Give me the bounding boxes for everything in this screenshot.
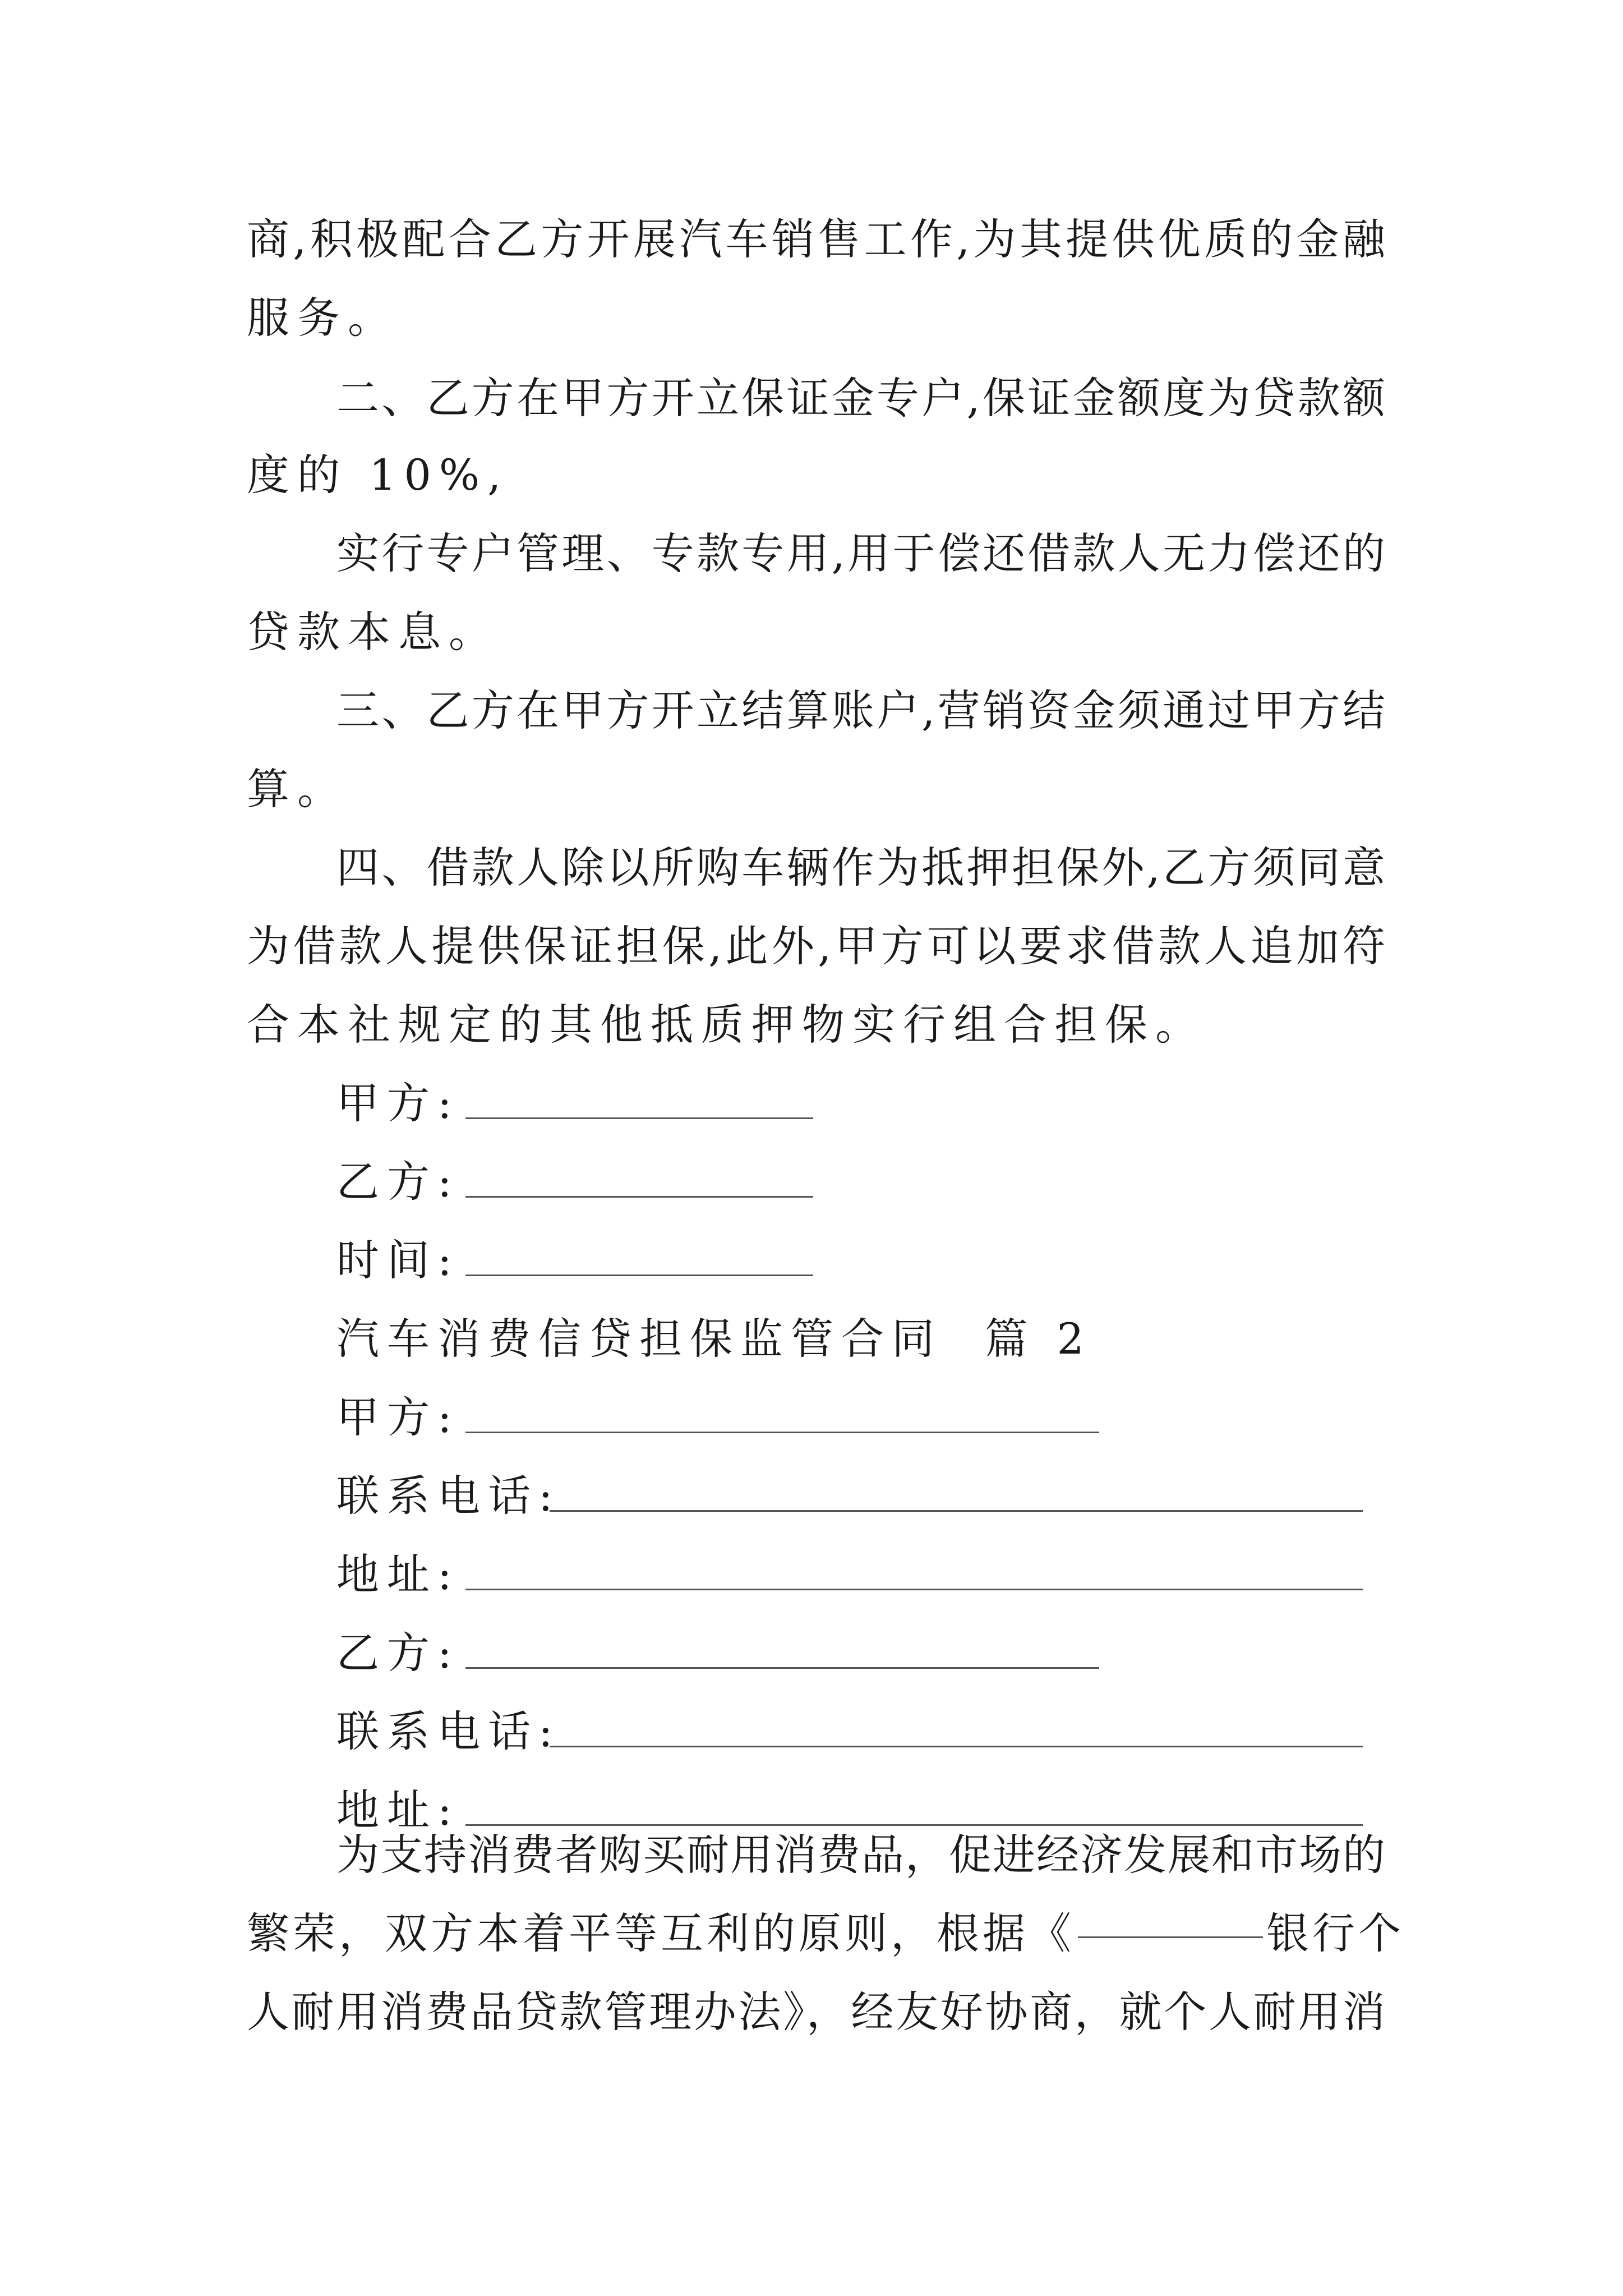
para2-line1: 二、乙方在甲方开立保证金专户,保证金额度为贷款额 [336, 373, 1385, 423]
sign1-party-a-blank[interactable] [465, 1117, 813, 1119]
para6-line2-post: 银行个 [1266, 1908, 1404, 1958]
bank-name-blank[interactable] [1078, 1936, 1263, 1938]
form2-address-a-label: 地址: [336, 1549, 460, 1599]
para1-line2: 服务。 [247, 293, 398, 343]
para4-line1: 三、乙方在甲方开立结算账户,营销资金须通过甲方结 [336, 685, 1385, 735]
form2-party-a-label: 甲方: [336, 1392, 460, 1442]
form2-address-b-label: 地址: [336, 1785, 460, 1835]
para4-line2: 算。 [247, 764, 348, 814]
form2-address-b-blank[interactable] [465, 1824, 1363, 1826]
para6-line3: 人耐用消费品贷款管理办法》，经友好协商，就个人耐用消 [247, 1987, 1385, 2037]
para2-line2: 度的 10%, [247, 450, 509, 500]
sign1-party-b-label: 乙方: [336, 1157, 460, 1207]
para6-line2 [247, 1906, 1404, 1962]
sign1-party-a-label: 甲方: [336, 1078, 460, 1128]
para6-line2-pre: 繁荣，双方本着平等互利的原则，根据《 [247, 1908, 1075, 1958]
form2-phone-a-blank[interactable] [550, 1510, 1363, 1512]
form2-party-b-blank[interactable] [465, 1667, 1099, 1669]
para1-line1: 商,积极配合乙方开展汽车销售工作,为其提供优质的金融 [247, 214, 1385, 264]
sign1-time-blank[interactable] [465, 1274, 813, 1276]
para6-line1: 为支持消费者购买耐用消费品，促进经济发展和市场的 [336, 1830, 1385, 1880]
section2-heading: 汽车消费信贷担保监管合同 篇 2 [336, 1314, 1092, 1364]
form2-phone-b-label: 联系电话: [336, 1706, 561, 1756]
sign1-party-b-blank[interactable] [465, 1196, 813, 1198]
para5-line1: 四、借款人除以所购车辆作为抵押担保外,乙方须同意 [336, 843, 1385, 892]
para3-line2: 贷款本息。 [247, 607, 499, 657]
para3-line1: 实行专户管理、专款专用,用于偿还借款人无力偿还的 [336, 528, 1385, 578]
form2-phone-b-blank[interactable] [550, 1746, 1363, 1747]
sign1-time-label: 时间: [336, 1235, 460, 1285]
form2-phone-a-label: 联系电话: [336, 1471, 561, 1521]
form2-party-a-blank[interactable] [465, 1432, 1099, 1433]
para5-line3: 合本社规定的其他抵质押物实行组合担保。 [247, 1000, 1206, 1050]
form2-party-b-label: 乙方: [336, 1628, 460, 1678]
form2-address-a-blank[interactable] [465, 1589, 1363, 1590]
para5-line2: 为借款人提供保证担保,此外,甲方可以要求借款人追加符 [247, 921, 1385, 971]
